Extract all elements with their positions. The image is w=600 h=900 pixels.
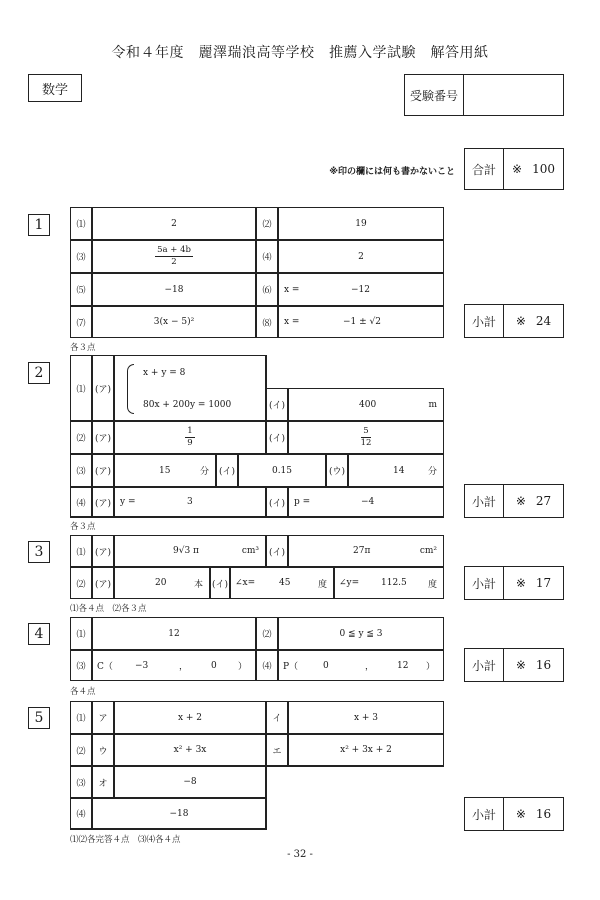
instruction-note: ※印の欄には何も書かないこと <box>329 167 455 177</box>
q4-subtotal-mark: ※ <box>515 658 526 672</box>
q4-subtotal-score: 16 <box>535 658 552 672</box>
q1-answer-6-value: −12 <box>351 284 370 295</box>
q4-answer-3-close: ） <box>237 662 247 672</box>
q2-part-2-label: ⑵ <box>70 421 92 454</box>
question-3-number: 3 <box>28 541 50 563</box>
q2-equation-1: x + y = 8 <box>143 368 186 378</box>
q1-part-8-label: ⑻ <box>256 306 278 338</box>
q4-subtotal-value <box>504 649 563 681</box>
q1-answer-2[interactable]: 19 <box>278 207 444 240</box>
q4-answer-4-y: 12 <box>397 660 409 671</box>
q2-part-3-label: ⑶ <box>70 454 92 487</box>
q3-answer-2-x[interactable] <box>230 567 334 599</box>
q4-part-1-label: ⑴ <box>70 617 92 650</box>
q1-answer-3-denominator: 2 <box>171 257 177 267</box>
q5-part-1-label: ⑴ <box>70 701 92 734</box>
q2-4-i-label: (イ) <box>266 487 288 517</box>
total-score: 100 <box>532 162 555 176</box>
q5-part-3-label: ⑶ <box>70 766 92 798</box>
q2-1-i-label: (イ) <box>266 388 288 421</box>
q2-subtotal-score: 27 <box>535 494 552 508</box>
q4-answer-3-y: 0 <box>211 660 217 671</box>
q5-answer-i[interactable]: x + 3 <box>288 701 444 734</box>
q1-part-2-label: ⑵ <box>256 207 278 240</box>
q1-part-1-label: ⑴ <box>70 207 92 240</box>
q4-answer-3-label: C（ <box>97 662 113 672</box>
q2-answer-4-i-value: −4 <box>361 497 375 507</box>
exam-number-box <box>404 74 564 116</box>
q3-answer-2-y[interactable] <box>334 567 444 599</box>
q2-3-a-label: (ア) <box>92 454 114 487</box>
q5-part-2-label: ⑵ <box>70 734 92 766</box>
q5-answer-a[interactable]: x + 2 <box>114 701 266 734</box>
q2-3-u-label: (ウ) <box>326 454 348 487</box>
q4-part-2-label: ⑵ <box>256 617 278 650</box>
q3-subtotal-value <box>504 567 563 599</box>
q5-points-note: ⑴⑵各完答４点 ⑶⑷各４点 <box>70 835 181 845</box>
q2-answer-4-a[interactable] <box>114 487 266 517</box>
q1-answer-3-numerator: 5a + 4b <box>157 245 191 255</box>
q5-key-a: ア <box>92 701 114 734</box>
q2-equation-2: 80x + 200y = 1000 <box>143 400 232 410</box>
q5-answer-e[interactable]: x² + 3x + 2 <box>288 734 444 766</box>
q1-answer-4[interactable]: 2 <box>278 240 444 273</box>
page-number: - 32 - <box>287 849 313 860</box>
total-mark: ※ <box>512 162 523 176</box>
q2-equation-brace <box>127 364 134 414</box>
q1-answer-8-prefix: x = <box>284 317 300 327</box>
total-score-box <box>464 148 564 190</box>
q2-answer-2-a-denominator: 9 <box>187 438 193 448</box>
q3-answer-2-x-value: 45 <box>279 578 291 588</box>
q1-subtotal-label: 小計 <box>465 305 504 337</box>
q2-3-i-label: (イ) <box>216 454 238 487</box>
q5-subtotal-value <box>504 798 563 830</box>
q2-answer-3-a-value: 15 <box>159 465 171 476</box>
q1-part-7-label: ⑺ <box>70 306 92 338</box>
q2-answer-3-a[interactable] <box>114 454 216 487</box>
q4-answer-3[interactable] <box>92 650 256 681</box>
q2-2-a-label: (ア) <box>92 421 114 454</box>
q3-points-note: ⑴各４点 ⑵各３点 <box>70 604 147 614</box>
q2-subtotal-value <box>504 485 563 517</box>
q1-subtotal-box <box>464 304 564 338</box>
q4-answer-4[interactable] <box>278 650 444 681</box>
q1-part-6-label: ⑹ <box>256 273 278 306</box>
q3-answer-2-x-prefix: ∠x= <box>235 578 256 588</box>
q1-answer-6[interactable] <box>278 273 444 306</box>
q1-part-3-label: ⑶ <box>70 240 92 273</box>
question-4-number: 4 <box>28 623 50 645</box>
q2-subtotal-mark: ※ <box>515 494 526 508</box>
q5-part-4-label: ⑷ <box>70 798 92 829</box>
q5-answer-u[interactable]: x² + 3x <box>114 734 266 766</box>
q5-answer-o[interactable]: −8 <box>114 766 266 798</box>
q2-subtotal-box <box>464 484 564 518</box>
q3-answer-1-i[interactable] <box>288 535 444 567</box>
q4-subtotal-label: 小計 <box>465 649 504 681</box>
question-2-number: 2 <box>28 362 50 384</box>
q2-answer-2-i-numerator: 5 <box>363 426 369 436</box>
q4-answer-3-comma: ， <box>179 662 189 672</box>
q2-subtotal-label: 小計 <box>465 485 504 517</box>
q5-subtotal-label: 小計 <box>465 798 504 830</box>
q2-part-4-label: ⑷ <box>70 487 92 517</box>
q3-subtotal-label: 小計 <box>465 567 504 599</box>
q3-part-2-label: ⑵ <box>70 567 92 599</box>
q4-answer-4-x: 0 <box>323 660 329 671</box>
q3-2-i-label: (イ) <box>210 567 230 599</box>
q3-answer-1-a-unit: cm³ <box>241 546 259 556</box>
question-5-number: 5 <box>28 707 50 729</box>
total-label: 合計 <box>465 149 504 189</box>
q3-subtotal-score: 17 <box>535 576 552 590</box>
q2-answer-3-i[interactable]: 0.15 <box>238 454 326 487</box>
q2-answer-1-i[interactable] <box>288 388 444 421</box>
q5-key-i: イ <box>266 701 288 734</box>
q5-key-u: ウ <box>92 734 114 766</box>
q2-4-a-label: (ア) <box>92 487 114 517</box>
q2-answer-4-a-prefix: y = <box>120 497 136 507</box>
q4-answer-3-x: −3 <box>135 660 149 671</box>
total-value <box>504 149 563 189</box>
q1-answer-8[interactable] <box>278 306 444 338</box>
q1-answer-5[interactable]: −18 <box>92 273 256 306</box>
q3-subtotal-box <box>464 566 564 600</box>
q3-answer-2-a-unit: 本 <box>193 579 203 590</box>
exam-number-label: 受験番号 <box>405 75 464 115</box>
q3-2-a-label: (ア) <box>92 567 114 599</box>
q3-answer-2-y-unit: 度 <box>427 579 437 590</box>
q2-part-1-label: ⑴ <box>70 355 92 421</box>
q4-answer-4-label: P（ <box>283 662 299 672</box>
q3-subtotal-mark: ※ <box>515 576 526 590</box>
q2-answer-3-a-unit: 分 <box>199 467 209 477</box>
q2-answer-1-i-unit: m <box>428 399 437 410</box>
q4-answer-2[interactable]: 0 ≦ y ≦ 3 <box>278 617 444 650</box>
q1-answer-1[interactable]: 2 <box>92 207 256 240</box>
q2-points-note: 各３点 <box>70 522 96 532</box>
q2-answer-3-u-value: 14 <box>393 465 405 476</box>
q1-part-4-label: ⑷ <box>256 240 278 273</box>
q4-subtotal-box <box>464 648 564 682</box>
q1-answer-6-prefix: x = <box>284 284 300 295</box>
q1-answer-3-fraction <box>155 245 193 268</box>
q1-subtotal-mark: ※ <box>515 314 526 328</box>
q5-subtotal-score: 16 <box>535 807 552 821</box>
q4-answer-4-comma: ， <box>365 662 375 672</box>
q3-answer-2-x-unit: 度 <box>317 579 327 590</box>
q2-answer-3-u-unit: 分 <box>427 467 437 477</box>
q3-1-i-label: (イ) <box>266 535 288 567</box>
q4-answer-4-close: ） <box>425 662 435 672</box>
q4-points-note: 各４点 <box>70 687 96 697</box>
q2-answer-2-i[interactable] <box>288 421 444 454</box>
exam-number-field[interactable] <box>464 75 563 115</box>
q2-2-i-label: (イ) <box>266 421 288 454</box>
q5-key-e: エ <box>266 734 288 766</box>
q4-part-3-label: ⑶ <box>70 650 92 681</box>
q2-answer-2-i-denominator: 12 <box>360 438 372 448</box>
q3-answer-1-a-value: 9√3 π <box>173 546 199 556</box>
subject-box: 数学 <box>28 74 82 102</box>
q3-answer-1-i-value: 27π <box>353 546 371 556</box>
q3-answer-2-a[interactable] <box>114 567 210 599</box>
q3-answer-2-y-prefix: ∠y= <box>339 578 360 588</box>
q3-answer-2-a-value: 20 <box>155 578 167 588</box>
q3-answer-1-a[interactable] <box>114 535 266 567</box>
q1-part-5-label: ⑸ <box>70 273 92 306</box>
q2-answer-2-a-numerator: 1 <box>187 426 193 436</box>
page-title: 令和４年度 麗澤瑞浪高等学校 推薦入学試験 解答用紙 <box>111 45 489 61</box>
q2-answer-1-a[interactable] <box>114 355 266 421</box>
q2-answer-2-a-fraction <box>185 426 194 449</box>
q3-answer-2-y-value: 112.5 <box>381 578 407 588</box>
q2-answer-2-i-fraction <box>361 426 372 449</box>
q3-1-a-label: (ア) <box>92 535 114 567</box>
q2-answer-4-i[interactable] <box>288 487 444 517</box>
q5-subtotal-box <box>464 797 564 831</box>
q5-subtotal-mark: ※ <box>515 807 526 821</box>
q4-part-4-label: ⑷ <box>256 650 278 681</box>
q5-key-o: オ <box>92 766 114 798</box>
q2-answer-4-a-value: 3 <box>187 497 193 507</box>
q1-subtotal-score: 24 <box>535 314 552 328</box>
q1-subtotal-value <box>504 305 563 337</box>
question-1-number: 1 <box>28 214 50 236</box>
q2-1-a-label: (ア) <box>92 355 114 421</box>
q1-answer-8-value: −1 ± √2 <box>343 317 381 327</box>
q1-answer-7[interactable]: 3(x − 5)² <box>92 306 256 338</box>
q5-answer-4[interactable]: −18 <box>92 798 266 829</box>
q2-answer-2-a[interactable] <box>114 421 266 454</box>
q1-points-note: 各３点 <box>70 343 96 353</box>
q4-answer-1[interactable]: 12 <box>92 617 256 650</box>
q2-answer-1-i-value: 400 <box>359 399 377 410</box>
q1-answer-3[interactable] <box>92 240 256 273</box>
q3-part-1-label: ⑴ <box>70 535 92 567</box>
q2-answer-4-i-prefix: p = <box>294 497 311 507</box>
q2-answer-3-u[interactable] <box>348 454 444 487</box>
q3-answer-1-i-unit: cm² <box>419 546 437 556</box>
